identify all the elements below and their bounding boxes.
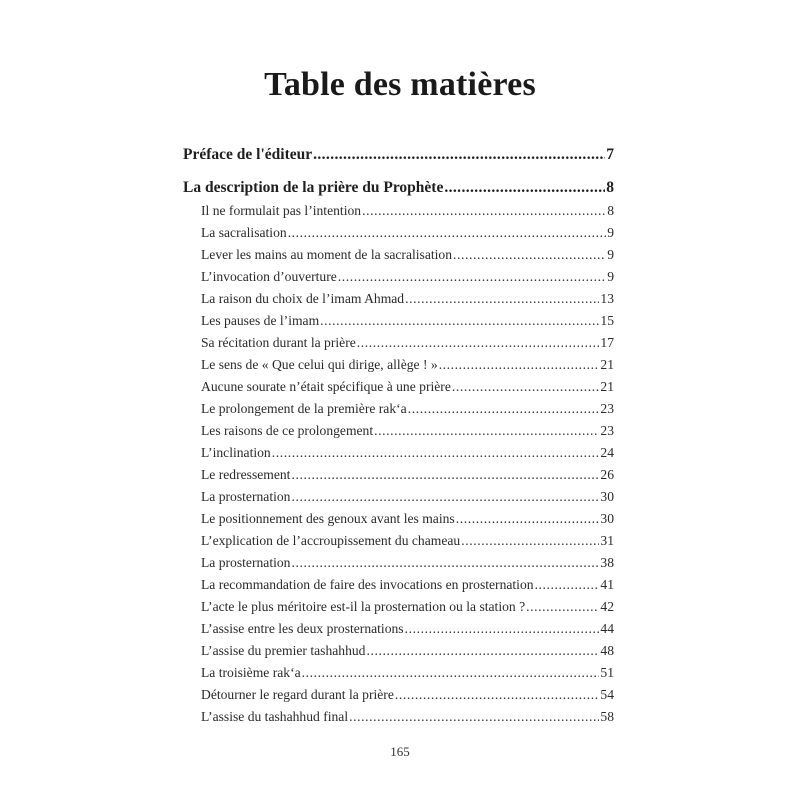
toc-entry-label: Sa récitation durant la prière: [201, 335, 356, 350]
toc-section-label: La description de la prière du Prophète: [183, 179, 444, 196]
dot-leader: [461, 530, 599, 552]
toc-entry[interactable]: [183, 222, 614, 244]
table-of-contents: [183, 145, 614, 728]
toc-entry-page: 38: [600, 555, 614, 570]
dot-leader: [291, 552, 599, 574]
toc-entry-page: 23: [600, 423, 614, 438]
page-number: 165: [390, 744, 410, 759]
toc-entry-label: Le sens de « Que celui qui dirige, allège ! »: [201, 357, 438, 372]
toc-entry-label: La prosternation: [201, 489, 291, 504]
dot-leader: [362, 200, 606, 222]
toc-entry-page: 9: [607, 225, 614, 240]
toc-entry-label: Aucune sourate n’était spécifique à une prière: [201, 379, 451, 394]
dot-leader: [338, 266, 606, 288]
toc-entry-page: 30: [600, 489, 614, 504]
toc-entry-label: Détourner le regard durant la prière: [201, 687, 394, 702]
dot-leader: [526, 596, 599, 618]
toc-entry-label: L’assise du tashahhud final: [201, 709, 349, 724]
toc-entry-label: La recommandation de faire des invocations en prosternation: [201, 577, 534, 592]
toc-entry-page: 9: [607, 247, 614, 262]
toc-entry-label: Lever les mains au moment de la sacralisation: [201, 247, 453, 262]
dot-leader: [366, 640, 599, 662]
toc-entry[interactable]: [183, 244, 614, 266]
toc-entry-label: La prosternation: [201, 555, 291, 570]
toc-section-page: 8: [606, 179, 614, 196]
toc-entry-page: 41: [600, 577, 614, 592]
dot-leader: [405, 288, 599, 310]
toc-entry-label: L’acte le plus méritoire est-il la prosternation ou la station ?: [201, 599, 526, 614]
toc-entry[interactable]: [183, 706, 614, 728]
toc-entry[interactable]: [183, 662, 614, 684]
toc-entry-label: La troisième rak‘a: [201, 665, 301, 680]
toc-entry-page: 23: [600, 401, 614, 416]
toc-entry[interactable]: [183, 288, 614, 310]
toc-entry-label: La sacralisation: [201, 225, 287, 240]
toc-entry-label: L’explication de l’accroupissement du chameau: [201, 533, 461, 548]
dot-leader: [291, 486, 599, 508]
toc-entry[interactable]: [183, 618, 614, 640]
dot-leader: [453, 244, 606, 266]
toc-entry-label: Les pauses de l’imam: [201, 313, 320, 328]
dot-leader: [408, 398, 600, 420]
toc-entry[interactable]: [183, 332, 614, 354]
toc-entry[interactable]: [183, 684, 614, 706]
dot-leader: [374, 420, 599, 442]
toc-entry-page: 58: [600, 709, 614, 724]
toc-entry-page: 26: [600, 467, 614, 482]
toc-section-page: 7: [606, 146, 614, 163]
toc-entry-label: Il ne formulait pas l’intention: [201, 203, 362, 218]
toc-entry-label: Le redressement: [201, 467, 291, 482]
toc-entry-page: 42: [600, 599, 614, 614]
toc-entry[interactable]: [183, 266, 614, 288]
toc-entry-label: L’assise entre les deux prosternations: [201, 621, 404, 636]
toc-entry-label: L’assise du premier tashahhud: [201, 643, 366, 658]
dot-leader: [291, 464, 599, 486]
toc-section-description[interactable]: [183, 178, 614, 198]
toc-entry[interactable]: [183, 354, 614, 376]
toc-entry-page: 17: [600, 335, 614, 350]
toc-entry-page: 15: [600, 313, 614, 328]
dot-leader: [456, 508, 600, 530]
toc-entry-page: 44: [600, 621, 614, 636]
toc-entry[interactable]: [183, 596, 614, 618]
dot-leader: [349, 706, 599, 728]
toc-entry-page: 24: [600, 445, 614, 460]
toc-entry[interactable]: [183, 442, 614, 464]
toc-entry-page: 51: [600, 665, 614, 680]
toc-entry[interactable]: [183, 640, 614, 662]
toc-entry[interactable]: [183, 508, 614, 530]
toc-entry[interactable]: [183, 420, 614, 442]
toc-entry-label: Le positionnement des genoux avant les mains: [201, 511, 455, 526]
dot-leader: [444, 178, 605, 198]
toc-entry-page: 13: [600, 291, 614, 306]
toc-entry-page: 9: [607, 269, 614, 284]
dot-leader: [439, 354, 600, 376]
dot-leader: [272, 442, 600, 464]
toc-entry[interactable]: [183, 376, 614, 398]
toc-entry-page: 31: [600, 533, 614, 548]
toc-entry[interactable]: [183, 398, 614, 420]
dot-leader: [395, 684, 600, 706]
toc-entry-page: 54: [600, 687, 614, 702]
toc-entry-page: 30: [600, 511, 614, 526]
dot-leader: [313, 145, 605, 165]
dot-leader: [288, 222, 607, 244]
toc-entry-label: La raison du choix de l’imam Ahmad: [201, 291, 405, 306]
toc-entry-label: L’invocation d’ouverture: [201, 269, 337, 284]
toc-entry[interactable]: [183, 552, 614, 574]
toc-entry-page: 48: [600, 643, 614, 658]
dot-leader: [320, 310, 599, 332]
toc-entry-label: Les raisons de ce prolongement: [201, 423, 374, 438]
toc-section-preface[interactable]: [183, 145, 614, 165]
toc-entry-page: 21: [600, 379, 614, 394]
toc-entry-label: Le prolongement de la première rak‘a: [201, 401, 407, 416]
dot-leader: [357, 332, 600, 354]
dot-leader: [535, 574, 600, 596]
toc-entry[interactable]: [183, 310, 614, 332]
dot-leader: [452, 376, 600, 398]
toc-entry[interactable]: [183, 530, 614, 552]
toc-entry-label: L’inclination: [201, 445, 271, 460]
toc-entry-page: 21: [600, 357, 614, 372]
toc-entry[interactable]: [183, 200, 614, 222]
page-title: Table des matières: [264, 66, 536, 103]
toc-entry[interactable]: [183, 574, 614, 596]
toc-entry[interactable]: [183, 464, 614, 486]
dot-leader: [405, 618, 600, 640]
dot-leader: [302, 662, 600, 684]
toc-section-label: Préface de l'éditeur: [183, 146, 313, 163]
toc-entry[interactable]: [183, 486, 614, 508]
toc-entry-page: 8: [607, 203, 614, 218]
